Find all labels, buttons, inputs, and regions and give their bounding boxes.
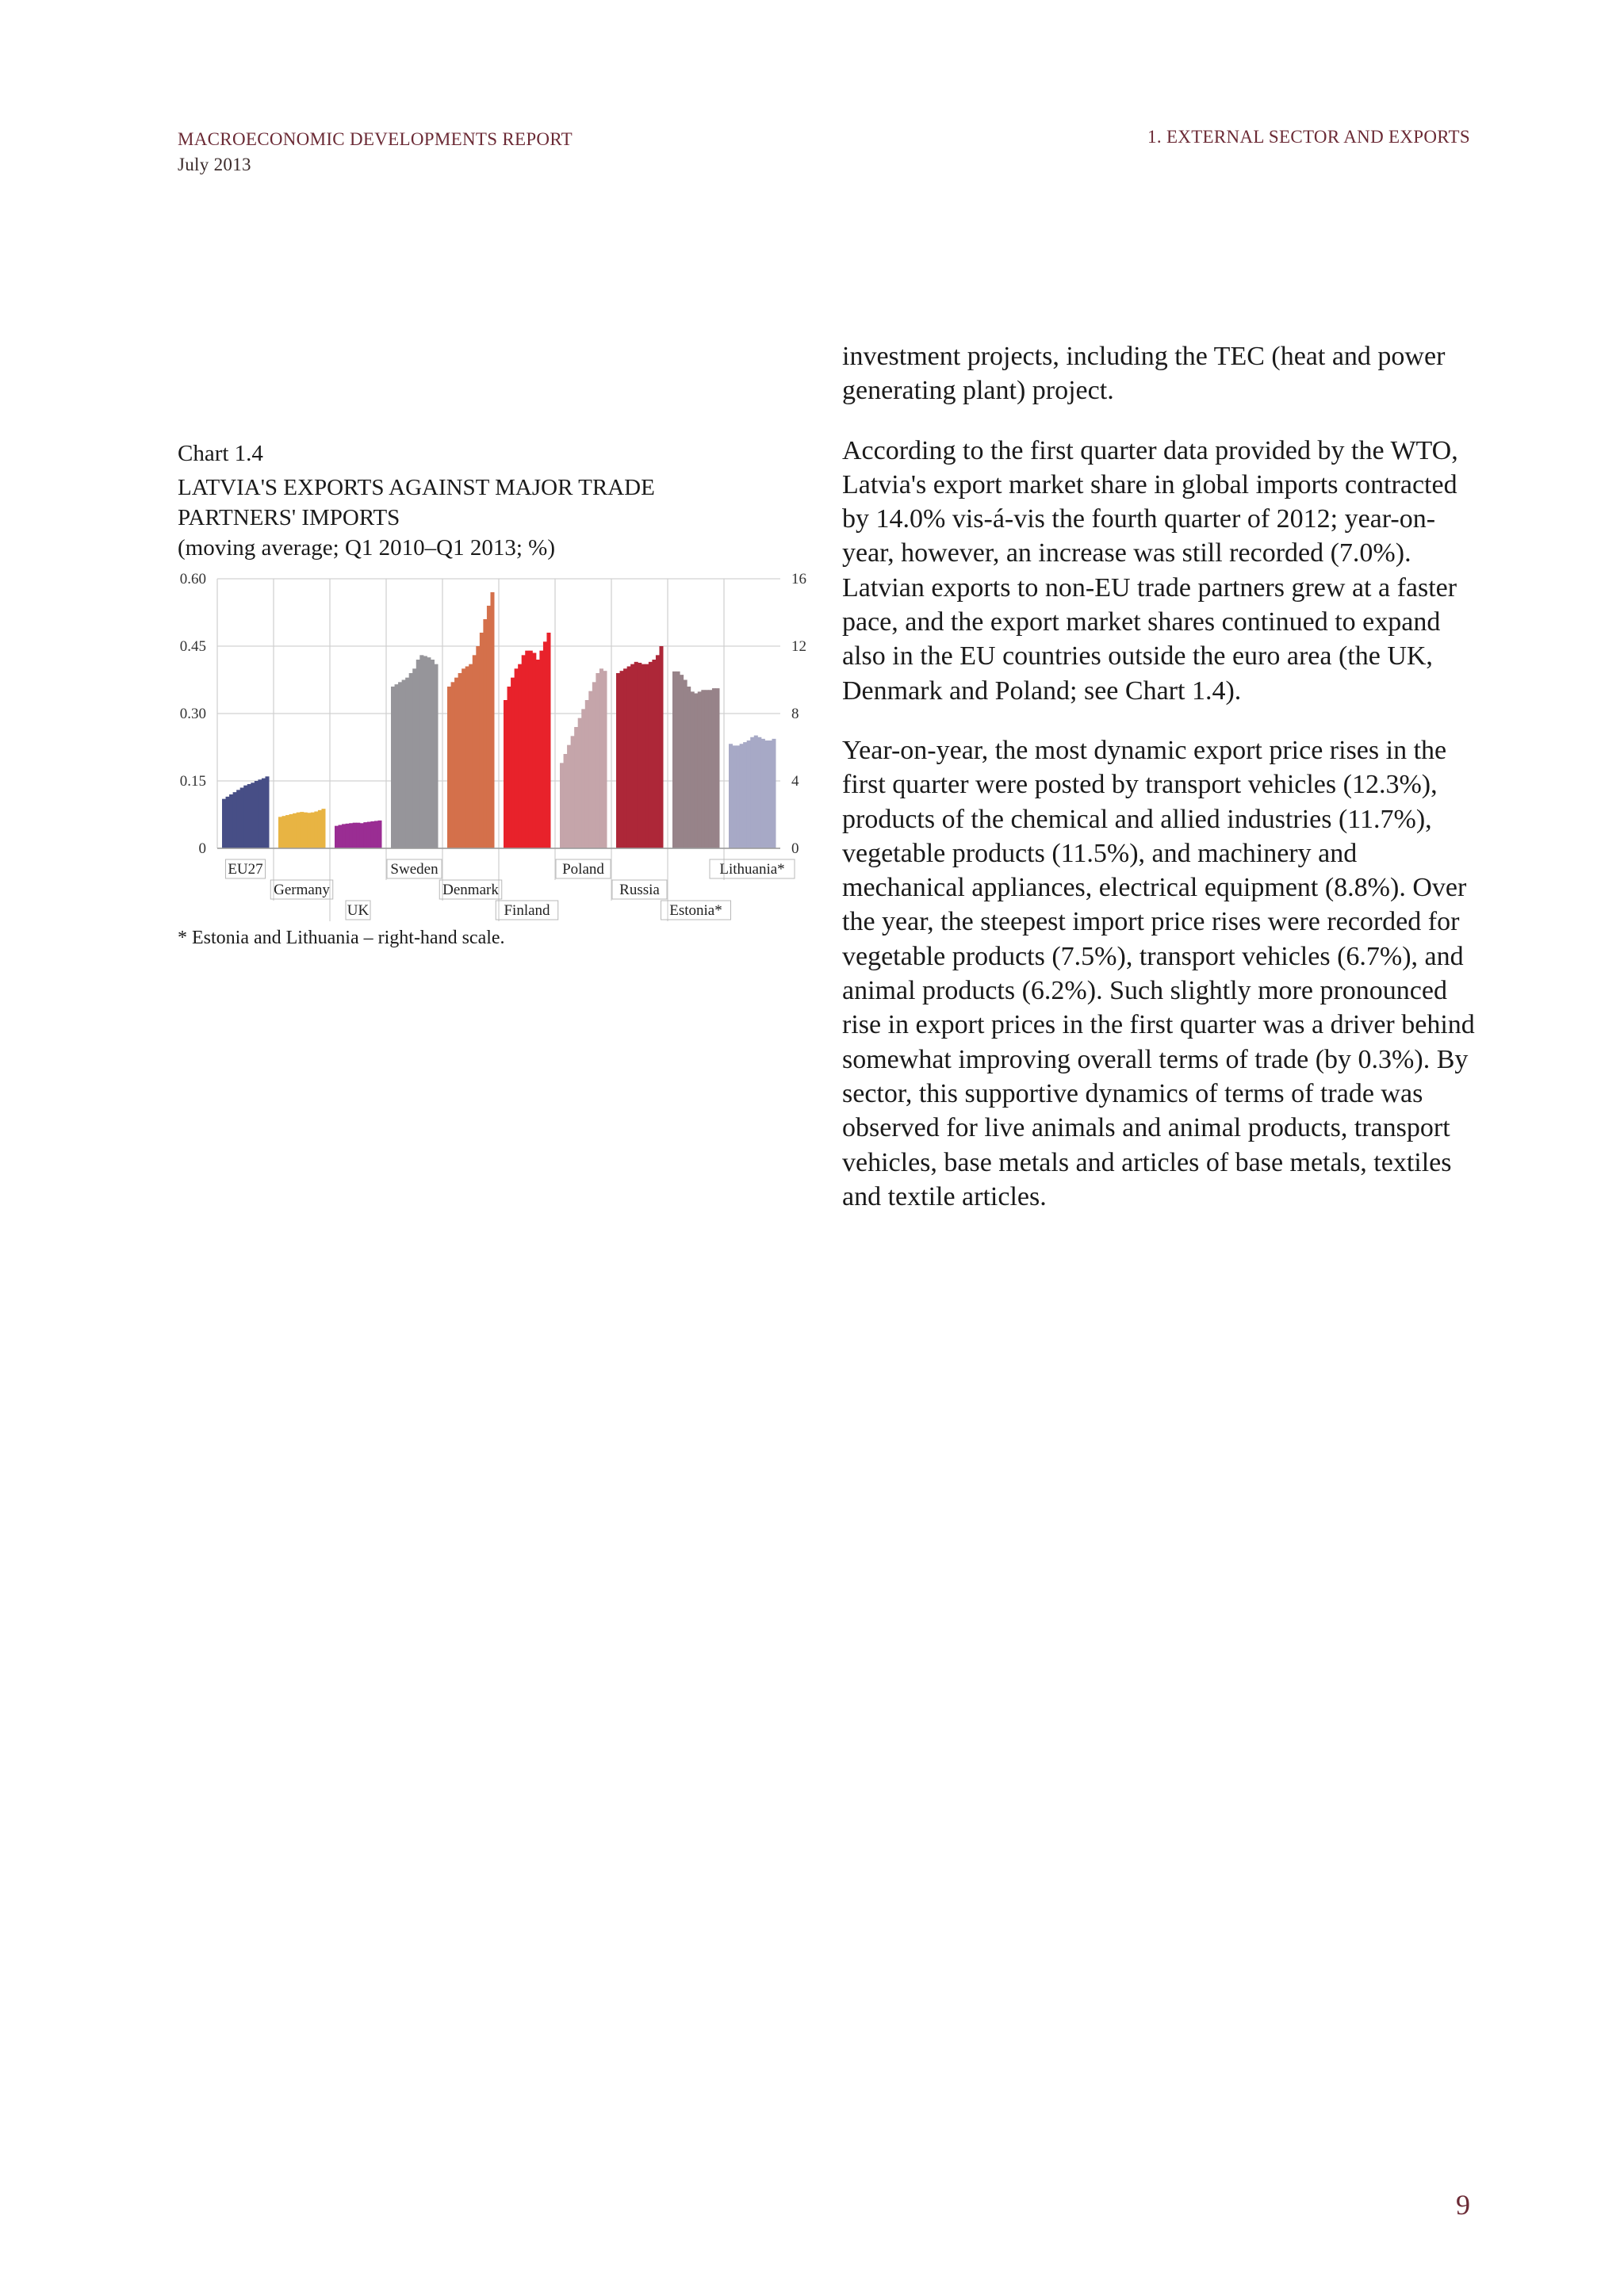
bar: [525, 651, 529, 848]
category-label: UK: [347, 902, 370, 919]
bar: [638, 663, 642, 848]
bar: [409, 673, 413, 848]
chart-number: Chart 1.4: [178, 441, 263, 466]
bar: [469, 664, 473, 848]
bar: [698, 691, 702, 848]
bar: [307, 813, 311, 848]
bar: [236, 790, 240, 848]
left-tick-label: 0: [198, 840, 206, 857]
bar: [465, 667, 469, 849]
bar: [229, 794, 233, 848]
report-title: MACROECONOMIC DEVELOPMENTS REPORT: [178, 129, 573, 149]
bar: [480, 633, 484, 848]
bar: [427, 657, 431, 848]
bar: [596, 673, 599, 848]
bar: [398, 682, 402, 848]
bar: [374, 821, 378, 848]
report-date: July 2013: [178, 155, 251, 174]
bar: [282, 816, 286, 848]
bar: [715, 688, 719, 848]
bar: [377, 821, 381, 848]
bar: [490, 592, 494, 848]
bar: [293, 813, 297, 848]
bar: [243, 786, 247, 848]
bar: [680, 675, 684, 848]
bar: [458, 673, 462, 848]
right-tick-label: 8: [791, 706, 799, 722]
left-tick-label: 0.45: [179, 638, 206, 655]
bar: [620, 671, 624, 848]
chart-title-line2: PARTNERS' IMPORTS: [178, 505, 400, 530]
bar: [634, 662, 638, 848]
bar: [321, 809, 325, 848]
body-text: [842, 339, 1477, 1239]
left-tick-label: 0.60: [179, 571, 206, 587]
bar: [262, 779, 266, 848]
bar: [370, 821, 374, 848]
bar: [676, 672, 680, 848]
bar: [356, 823, 360, 848]
category-label: Estonia*: [669, 902, 722, 919]
bar: [616, 673, 620, 848]
bar: [764, 740, 768, 848]
report-header-left: [178, 127, 573, 178]
bar: [522, 655, 526, 848]
bar: [754, 736, 758, 848]
bar: [630, 664, 634, 848]
bar: [451, 682, 455, 848]
bar: [532, 653, 536, 849]
bar: [346, 824, 350, 848]
bar: [543, 641, 547, 848]
bar: [423, 656, 427, 848]
bar: [642, 664, 645, 848]
bar: [339, 825, 343, 848]
bar: [342, 824, 346, 848]
bar: [588, 691, 592, 848]
bar: [757, 737, 761, 848]
bar: [599, 668, 603, 848]
bar: [684, 680, 688, 849]
right-tick-label: 4: [791, 773, 799, 790]
category-label: Lithuania*: [719, 861, 785, 878]
bar: [691, 691, 695, 848]
bar: [487, 606, 491, 848]
bar: [222, 799, 226, 848]
bar: [592, 682, 596, 848]
bar: [649, 662, 653, 848]
bar: [434, 664, 438, 848]
bar: [318, 810, 322, 848]
bar: [412, 668, 416, 848]
bar: [708, 690, 712, 848]
bar: [694, 694, 698, 849]
bar: [515, 668, 519, 848]
bar: [645, 664, 649, 848]
bar: [454, 678, 458, 848]
paragraph-2: According to the first quarter data provided by the WTO, Latvia's export market share in global imports contracted by 14.0% vis-á-vis the fourth quarter of 2012; year-on-year, however, an increase was still recorded (7.0%). Latvian exports to non-EU trade partners grew at a faster pace, and the export market shares continued to expand also in the EU countries outside the euro area (the UK, Denmark and Poland; see Chart 1.4).: [842, 435, 1458, 706]
bar: [233, 792, 237, 848]
bar: [701, 690, 705, 848]
paragraph-3: Year-on-year, the most dynamic export price rises in the first quarter were posted by transport vehicles (12.3%), products of the chemical and allied industries (11.7%), vegetable products (11.5%), and machinery and mechanical appliances, electrical equipment (8.8%). Over the year, the steepest import price rises were recorded for vegetable products (7.5%), transport vehicles (6.7%), and animal products (6.2%). Such slightly more pronounced rise in export prices in the first quarter was a driver behind somewhat improving overall terms of trade (by 0.3%). By sector, this supportive dynamics of terms of trade was observed for live animals and animal products, transport vehicles, base metals and articles of base metals, textiles and textile articles.: [842, 735, 1475, 1211]
bar: [511, 678, 515, 848]
bar: [289, 814, 293, 848]
bar: [747, 740, 751, 848]
bar: [360, 823, 364, 848]
bar: [736, 745, 740, 848]
bar: [285, 815, 289, 848]
bar: [750, 737, 754, 848]
bar: [571, 736, 575, 848]
bar: [560, 763, 564, 848]
bar: [733, 745, 737, 848]
bar: [255, 781, 259, 848]
bar: [564, 754, 568, 848]
chart-title-line1: LATVIA'S EXPORTS AGAINST MAJOR TRADE: [178, 475, 655, 500]
bar: [761, 739, 765, 848]
bar: [431, 660, 435, 848]
paragraph-1: investment projects, including the TEC (heat and power generating plant) project.: [842, 342, 1446, 406]
bar: [349, 823, 353, 848]
bar: [391, 687, 395, 848]
bar: [402, 680, 406, 849]
chart-subtitle: (moving average; Q1 2010–Q1 2013; %): [178, 535, 555, 561]
right-tick-label: 12: [791, 638, 806, 655]
bar: [416, 660, 420, 848]
bar: [297, 813, 301, 848]
bar-chart: [162, 564, 820, 921]
bar: [508, 687, 511, 848]
bar: [546, 633, 550, 848]
bar: [314, 812, 318, 848]
bar: [518, 664, 522, 848]
bar: [265, 776, 269, 848]
bar: [627, 667, 631, 849]
category-label: Sweden: [390, 861, 439, 878]
bar: [483, 619, 487, 848]
bar: [768, 740, 772, 848]
right-tick-label: 0: [791, 840, 799, 857]
bar: [581, 709, 585, 848]
right-tick-label: 16: [791, 571, 806, 587]
left-tick-label: 0.15: [179, 773, 206, 790]
bar: [672, 672, 676, 848]
bar: [705, 690, 709, 848]
bar: [447, 687, 451, 848]
bar: [247, 784, 251, 848]
bar: [353, 823, 357, 848]
bar: [567, 745, 571, 848]
bar: [659, 646, 663, 848]
bar: [462, 668, 465, 848]
bar: [712, 688, 716, 848]
section-title: 1. EXTERNAL SECTOR AND EXPORTS: [1147, 127, 1470, 147]
bar: [578, 718, 582, 848]
category-label: EU27: [228, 861, 263, 878]
bar: [652, 660, 656, 848]
bar: [687, 687, 691, 848]
bar: [258, 779, 262, 848]
bar: [251, 783, 255, 848]
bar: [473, 655, 477, 848]
category-label: Poland: [562, 861, 604, 878]
bar: [623, 668, 627, 848]
bar: [395, 684, 399, 848]
bar: [240, 788, 244, 849]
bar: [476, 646, 480, 848]
bar: [504, 700, 508, 848]
bar: [603, 671, 607, 848]
chart-footnote: * Estonia and Lithuania – right-hand scale.: [178, 928, 505, 948]
bar: [335, 826, 339, 848]
bar: [278, 817, 282, 848]
left-tick-label: 0.30: [179, 706, 206, 722]
bar: [743, 742, 747, 848]
category-label: Denmark: [442, 882, 499, 898]
bar: [656, 655, 660, 848]
category-label: Finland: [504, 902, 550, 919]
bar: [539, 651, 543, 848]
bar: [405, 678, 409, 848]
bar: [585, 700, 589, 848]
page-number: 9: [1456, 2189, 1470, 2221]
bar: [574, 727, 578, 848]
category-label: Russia: [619, 882, 660, 898]
bar: [529, 651, 533, 848]
bar: [304, 813, 308, 848]
bar: [300, 812, 304, 848]
bar: [311, 813, 315, 848]
bar: [419, 655, 423, 848]
chart-caption: [178, 438, 812, 563]
bar: [226, 797, 230, 848]
bar: [772, 739, 776, 848]
bar: [363, 822, 367, 848]
bar: [536, 660, 540, 848]
bar: [367, 822, 371, 848]
category-label: Germany: [274, 882, 330, 898]
bar: [740, 744, 744, 848]
bar: [729, 744, 733, 848]
